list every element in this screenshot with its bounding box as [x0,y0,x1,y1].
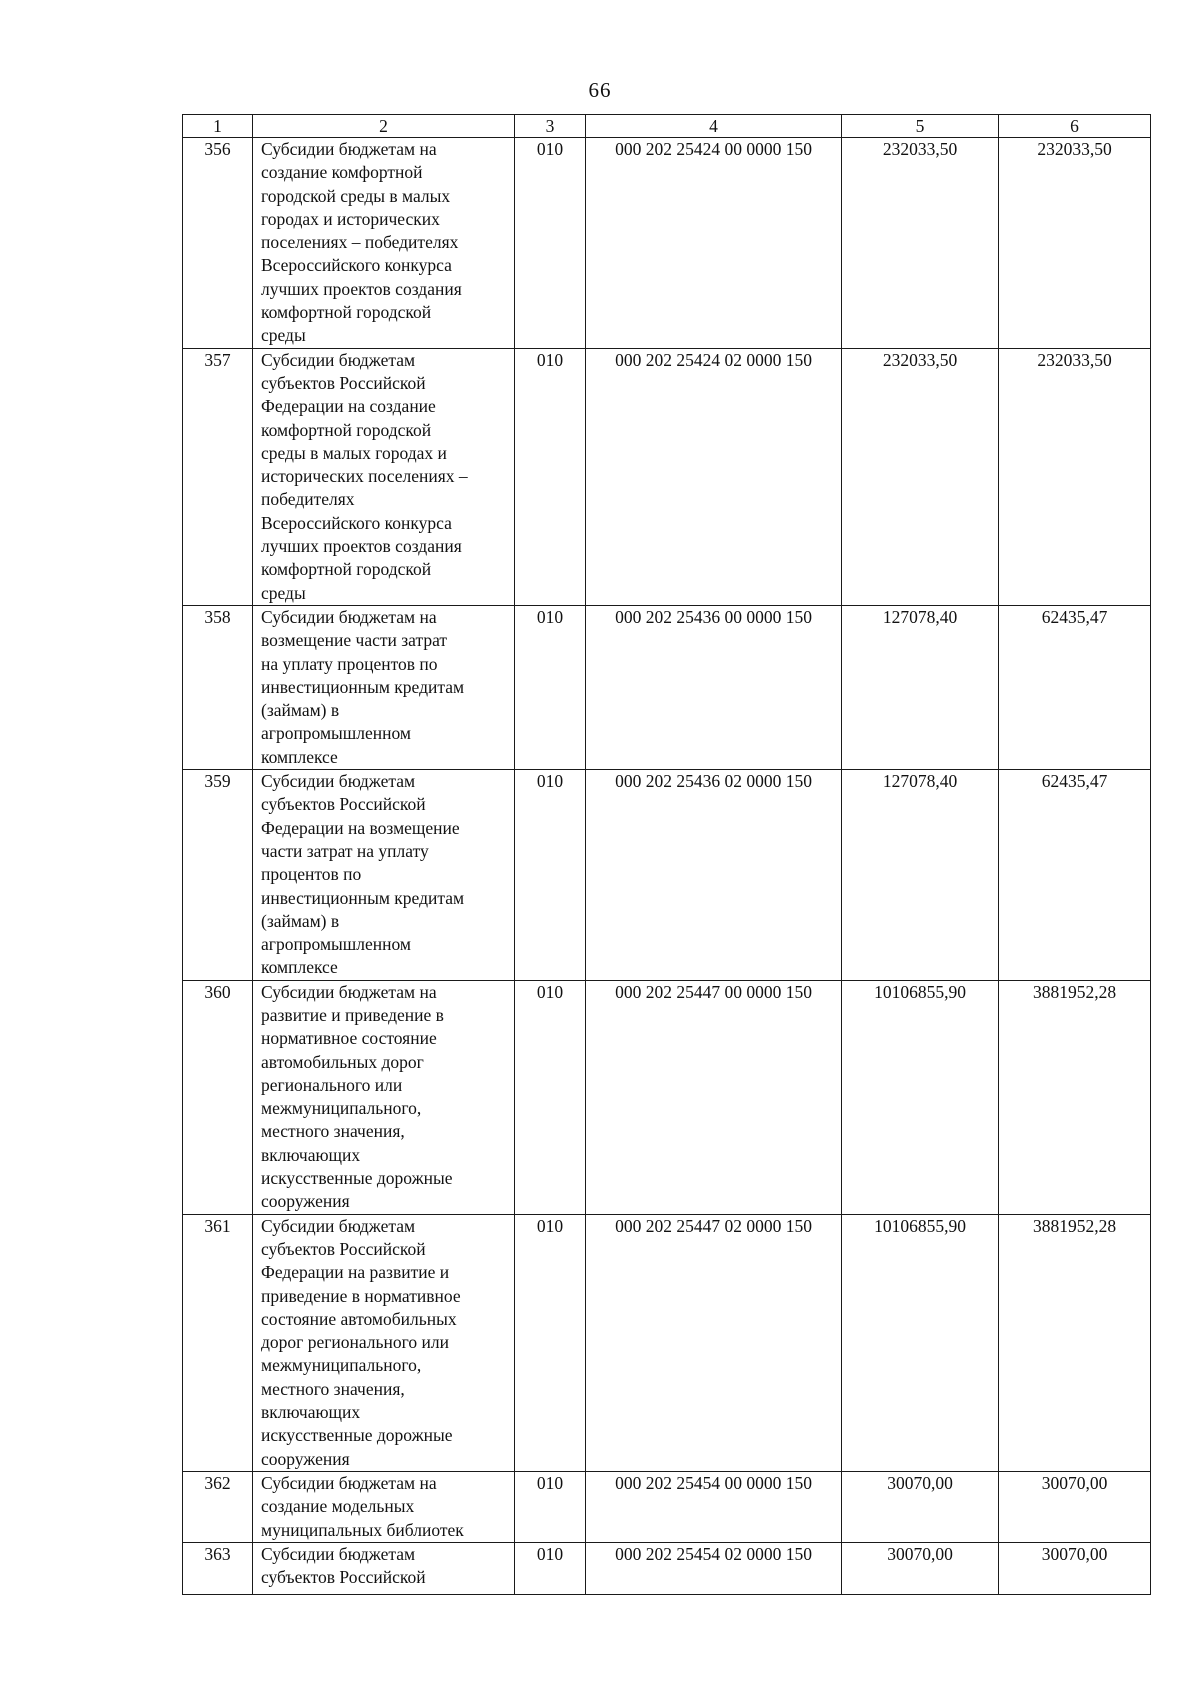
description-line: среды [261,325,306,346]
row-description [253,348,515,605]
description-line: лучших проектов создания [261,278,462,299]
row-admin-code: 010 [515,770,586,981]
table-row [183,1214,1151,1471]
row-planned-amount: 10106855,90 [842,980,999,1214]
row-executed-amount: 62435,47 [999,605,1151,769]
description-line: агропромышленном [261,934,412,955]
row-budget-code: 000 202 25454 00 0000 150 [586,1471,842,1542]
description-line: Всероссийского конкурса [261,512,452,533]
table-row [183,138,1151,349]
row-executed-amount: 232033,50 [999,138,1151,349]
description-line: среды [261,582,306,603]
description-line: нормативное состояние [261,1028,437,1049]
description-line: искусственные дорожные [261,1425,453,1446]
description-line: победителях [261,489,355,510]
row-budget-code: 000 202 25447 02 0000 150 [586,1214,842,1471]
row-executed-amount: 30070,00 [999,1471,1151,1542]
description-line: (займам) в [261,910,340,931]
description-line: сооружения [261,1191,350,1212]
row-budget-code: 000 202 25424 00 0000 150 [586,138,842,349]
description-line: исторических поселениях – [261,466,468,487]
description-line: Субсидии бюджетам [261,771,416,792]
description-line: местного значения, [261,1378,405,1399]
table-row [183,605,1151,769]
row-planned-amount: 127078,40 [842,770,999,981]
description-line: инвестиционным кредитам [261,676,465,697]
description-line: Субсидии бюджетам на [261,981,437,1002]
row-planned-amount: 30070,00 [842,1471,999,1542]
description-line: Федерации на возмещение [261,817,460,838]
description-line: поселениях – победителях [261,232,459,253]
description-line: Всероссийского конкурса [261,255,452,276]
table-header [183,115,1151,138]
description-line: городской среды в малых [261,185,451,206]
row-description [253,138,515,349]
description-line: комплексе [261,746,338,767]
description-line: сооружения [261,1448,350,1469]
row-description [253,1214,515,1471]
description-line: процентов по [261,864,362,885]
column-header-3: 3 [515,115,586,138]
description-line: включающих [261,1144,361,1165]
description-line: Федерации на развитие и [261,1262,450,1283]
header-row [183,115,1151,138]
row-executed-amount: 30070,00 [999,1542,1151,1594]
row-planned-amount: 232033,50 [842,348,999,605]
description-line: состояние автомобильных [261,1308,457,1329]
description-line: создание комфортной [261,162,423,183]
row-admin-code: 010 [515,1542,586,1594]
description-line: межмуниципального, [261,1098,422,1119]
row-number: 363 [183,1542,253,1594]
description-line: субъектов Российской [261,794,426,815]
row-admin-code: 010 [515,980,586,1214]
description-line: комфортной городской [261,559,432,580]
row-number: 359 [183,770,253,981]
description-line: Субсидии бюджетам на [261,606,437,627]
description-line: городах и исторических [261,208,440,229]
description-line: комфортной городской [261,419,432,440]
table-row [183,348,1151,605]
description-line: среды в малых городах и [261,442,447,463]
row-description [253,1471,515,1542]
row-budget-code: 000 202 25436 00 0000 150 [586,605,842,769]
description-line: инвестиционным кредитам [261,887,465,908]
row-planned-amount: 127078,40 [842,605,999,769]
description-line: приведение в нормативное [261,1285,461,1306]
row-budget-code: 000 202 25447 00 0000 150 [586,980,842,1214]
description-line: субъектов Российской [261,1567,426,1588]
row-executed-amount: 232033,50 [999,348,1151,605]
description-line: Субсидии бюджетам на [261,1472,437,1493]
table-row [183,980,1151,1214]
description-line: включающих [261,1402,361,1423]
row-number: 362 [183,1471,253,1542]
column-header-2: 2 [253,115,515,138]
row-number: 357 [183,348,253,605]
row-planned-amount: 10106855,90 [842,1214,999,1471]
description-line: муниципальных библиотек [261,1519,464,1540]
description-line: Субсидии бюджетам [261,1215,416,1236]
table-body [183,138,1151,1595]
description-line: Субсидии бюджетам [261,349,416,370]
description-line: лучших проектов создания [261,536,462,557]
description-line: части затрат на уплату [261,840,429,861]
page-number: 66 [588,78,612,102]
row-admin-code: 010 [515,605,586,769]
row-number: 358 [183,605,253,769]
description-line: местного значения, [261,1121,405,1142]
description-line: агропромышленном [261,723,412,744]
row-description [253,980,515,1214]
description-line: субъектов Российской [261,372,426,393]
row-budget-code: 000 202 25436 02 0000 150 [586,770,842,981]
column-header-6: 6 [999,115,1151,138]
description-line: автомобильных дорог [261,1051,424,1072]
description-line: на уплату процентов по [261,653,438,674]
description-line: возмещение части затрат [261,630,448,651]
description-line: комплексе [261,957,338,978]
row-admin-code: 010 [515,138,586,349]
row-executed-amount: 3881952,28 [999,980,1151,1214]
description-line: субъектов Российской [261,1238,426,1259]
description-line: Федерации на создание [261,396,436,417]
row-number: 360 [183,980,253,1214]
description-line: дорог регионального или [261,1332,449,1353]
column-header-1: 1 [183,115,253,138]
row-executed-amount: 3881952,28 [999,1214,1151,1471]
table-row [183,1471,1151,1542]
table-row [183,1542,1151,1594]
row-description [253,605,515,769]
row-planned-amount: 232033,50 [842,138,999,349]
row-planned-amount: 30070,00 [842,1542,999,1594]
row-number: 356 [183,138,253,349]
row-admin-code: 010 [515,348,586,605]
description-line: Субсидии бюджетам [261,1543,416,1564]
row-number: 361 [183,1214,253,1471]
description-line: регионального или [261,1074,403,1095]
table-row [183,770,1151,981]
column-header-5: 5 [842,115,999,138]
row-budget-code: 000 202 25454 02 0000 150 [586,1542,842,1594]
budget-table [182,114,1151,1595]
column-header-4: 4 [586,115,842,138]
description-line: создание модельных [261,1496,415,1517]
row-description [253,770,515,981]
description-line: Субсидии бюджетам на [261,139,437,159]
description-line: (займам) в [261,700,340,721]
row-budget-code: 000 202 25424 02 0000 150 [586,348,842,605]
description-line: развитие и приведение в [261,1004,444,1025]
row-description [253,1542,515,1594]
description-line: межмуниципального, [261,1355,422,1376]
description-line: комфортной городской [261,302,432,323]
row-admin-code: 010 [515,1214,586,1471]
description-line: искусственные дорожные [261,1168,453,1189]
row-admin-code: 010 [515,1471,586,1542]
row-executed-amount: 62435,47 [999,770,1151,981]
